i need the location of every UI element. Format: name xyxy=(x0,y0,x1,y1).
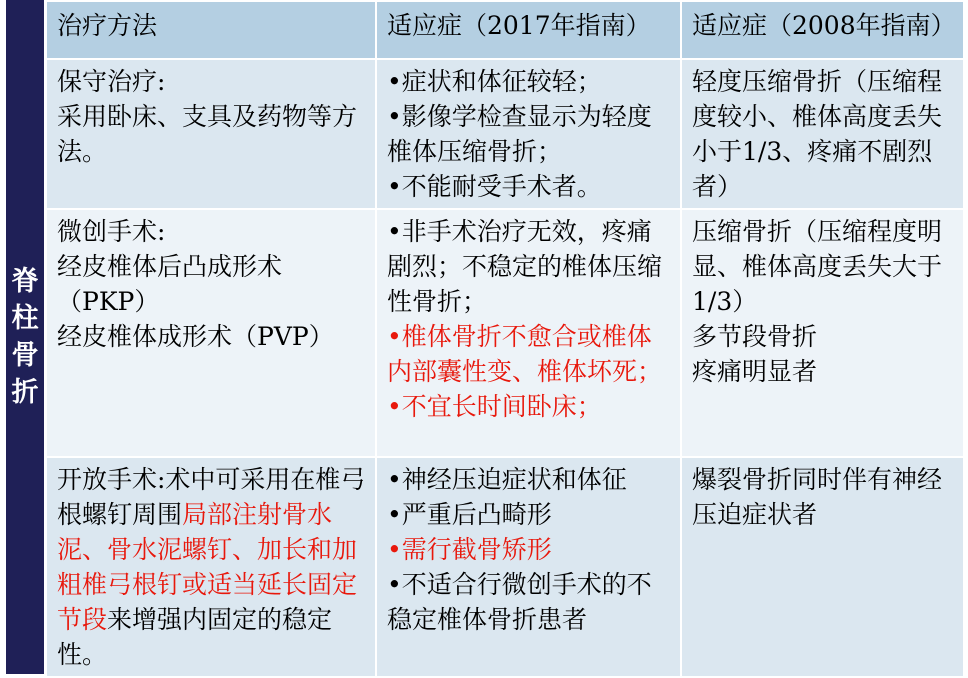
method-title: 保守治疗: xyxy=(57,67,166,96)
method-pvp: 经皮椎体成形术（PVP） xyxy=(57,322,334,351)
indication-text: 轻度压缩骨折（压缩程度较小、椎体高度丢失小于1/3、疼痛不剧烈者） xyxy=(692,67,943,201)
indication-item: •神经压迫症状和体征 xyxy=(387,465,627,494)
method-desc: 采用卧床、支具及药物等方法。 xyxy=(57,102,358,166)
table-header-row xyxy=(46,1,964,59)
indication-item: •不适合行微创手术的不稳定椎体骨折患者 xyxy=(387,570,652,634)
indication-item: •影像学检查显示为轻度椎体压缩骨折； xyxy=(387,102,652,166)
indication-item: •严重后凸畸形 xyxy=(387,500,552,529)
method-text-highlight: 局部注射骨水泥、骨水泥螺钉、加长和加粗椎弓根钉或适当延长固定节段 xyxy=(57,500,358,634)
indication-item: 疼痛明显者 xyxy=(692,357,818,386)
indication-item-highlight: •需行截骨矫形 xyxy=(387,535,552,564)
cell-method xyxy=(46,209,376,457)
table-row xyxy=(46,59,964,209)
treatment-table xyxy=(45,0,965,678)
cell-indication-2017 xyxy=(376,209,681,457)
sidebar xyxy=(6,0,44,674)
header-indication-2008: 适应症（2008年指南） xyxy=(681,1,964,59)
method-text: 来增强内固定的稳定性。 xyxy=(57,605,333,669)
cell-method xyxy=(46,59,376,209)
cell-method xyxy=(46,457,376,677)
table-row xyxy=(46,209,964,457)
table-row xyxy=(46,457,964,677)
method-title: 微创手术: xyxy=(57,217,166,246)
cell-indication-2008 xyxy=(681,209,964,457)
cell-indication-2017 xyxy=(376,59,681,209)
indication-item: •非手术治疗无效，疼痛剧烈；不稳定的椎体压缩性骨折； xyxy=(387,217,663,316)
indication-text: 爆裂骨折同时伴有神经压迫症状者 xyxy=(692,465,943,529)
cell-indication-2008 xyxy=(681,457,964,677)
indication-item: 压缩骨折（压缩程度明显、椎体高度丢失大于1/3） xyxy=(692,217,943,316)
indication-item: 多节段骨折 xyxy=(692,322,818,351)
method-pkp: 经皮椎体后凸成形术（PKP） xyxy=(57,252,283,316)
indication-item: •不能耐受手术者。 xyxy=(387,172,602,201)
indication-item-highlight: •不宜长时间卧床； xyxy=(387,392,602,421)
cell-indication-2008 xyxy=(681,59,964,209)
header-indication-2017: 适应症（2017年指南） xyxy=(376,1,681,59)
sidebar-label: 脊柱骨折 xyxy=(11,266,39,408)
method-text: 开放手术:术中可采用在椎弓根螺钉周围 xyxy=(57,465,366,529)
indication-item-highlight: •椎体骨折不愈合或椎体内部囊性变、椎体坏死； xyxy=(387,322,663,386)
indication-item: •症状和体征较轻； xyxy=(387,67,602,96)
header-method: 治疗方法 xyxy=(46,1,376,59)
cell-indication-2017 xyxy=(376,457,681,677)
